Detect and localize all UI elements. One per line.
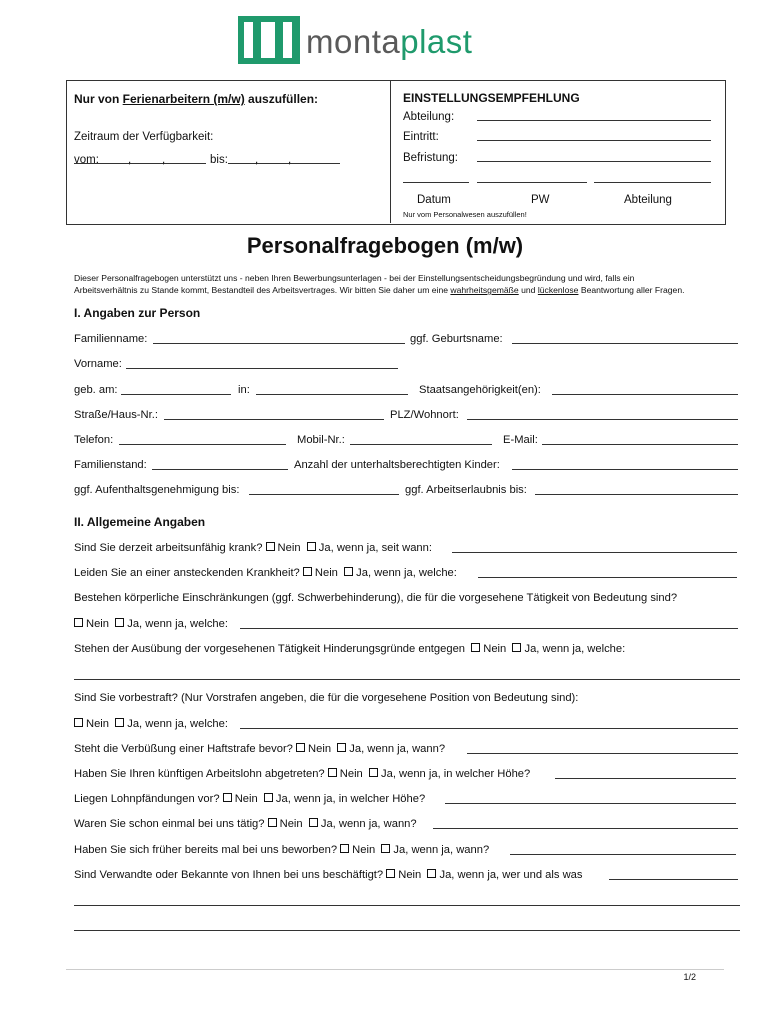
abteilung-label: Abteilung: [403, 111, 455, 123]
mobil-label: Mobil-Nr.: [297, 434, 345, 446]
in-label: in: [238, 384, 250, 396]
q7-row [74, 767, 530, 781]
q4-nein-label: Nein [483, 643, 507, 655]
befristung-field[interactable] [477, 161, 711, 162]
q11-nein-checkbox[interactable] [386, 869, 395, 878]
q3-text: Bestehen körperliche Einschränkungen (ggf. Schwerbehinderung), die für die vorgesehene Tätigkeit von Bedeutung sind? [74, 592, 678, 604]
q5-nein-checkbox[interactable] [74, 718, 83, 727]
einstellung-header: EINSTELLUNGSEMPFEHLUNG [403, 91, 580, 105]
q8-ja-label: Ja, wenn ja, in welcher Höhe? [275, 793, 426, 805]
q11-text: Sind Verwandte oder Bekannte von Ihnen bei uns beschäftigt? [74, 869, 384, 881]
section1-heading: I. Angaben zur Person [74, 306, 201, 320]
ferien-header-suffix: auszufüllen: [244, 92, 319, 106]
q4-text: Stehen der Ausübung der vorgesehenen Tätigkeit Hinderungsgründe entgegen [74, 643, 466, 655]
page-number: 1/2 [683, 972, 696, 982]
q1-ja-label: Ja, wenn ja, seit wann: [318, 542, 432, 554]
footer-rule [66, 969, 724, 970]
q9-text: Waren Sie schon einmal bei uns tätig? [74, 818, 265, 830]
q6-nein-label: Nein [308, 743, 332, 755]
ferien-header-underlined: Ferienarbeitern (m/w) [122, 92, 245, 106]
q6-field[interactable] [467, 753, 738, 754]
arbeitserlaubnis-field[interactable] [535, 494, 738, 495]
q2-field[interactable] [478, 577, 737, 578]
q6-row [74, 742, 445, 756]
eintritt-label: Eintritt: [403, 131, 439, 143]
q10-row [74, 843, 489, 857]
ferien-header-prefix: Nur von [74, 92, 123, 106]
familienstand-label: Familienstand: [74, 459, 147, 471]
vom-label: vom: [74, 154, 99, 166]
bis-field[interactable] [228, 163, 340, 164]
q11-nein-label: Nein [398, 869, 422, 881]
q3-field[interactable] [240, 628, 738, 629]
q2-text: Leiden Sie an einer ansteckenden Krankheit? [74, 567, 300, 579]
familienstand-field[interactable] [152, 469, 288, 470]
q6-ja-label: Ja, wenn ja, wann? [349, 743, 446, 755]
familienname-field[interactable] [153, 343, 405, 344]
q3-nein-label: Nein [86, 618, 110, 630]
q4-ja-checkbox[interactable] [512, 643, 521, 652]
q7-nein-label: Nein [339, 768, 363, 780]
q11-extra-line-2[interactable] [74, 930, 740, 931]
q4-nein-checkbox[interactable] [471, 643, 480, 652]
q1-ja-checkbox[interactable] [307, 542, 316, 551]
q7-text: Haben Sie Ihren künftigen Arbeitslohn abgetreten? [74, 768, 325, 780]
datum-field[interactable] [403, 182, 469, 183]
q6-ja-checkbox[interactable] [337, 743, 346, 752]
q7-nein-checkbox[interactable] [328, 768, 337, 777]
abteilung2-label: Abteilung [624, 194, 672, 206]
email-field[interactable] [542, 444, 738, 445]
q10-nein-checkbox[interactable] [340, 844, 349, 853]
zeitraum-label: Zeitraum der Verfügbarkeit: [74, 131, 214, 143]
page-title: Personalfragebogen (m/w) [246, 233, 524, 258]
aufenthalt-label: ggf. Aufenthaltsgenehmigung bis: [74, 484, 240, 496]
mobil-field[interactable] [350, 444, 492, 445]
kinder-field[interactable] [512, 469, 738, 470]
q8-nein-label: Nein [234, 793, 258, 805]
q9-ja-checkbox[interactable] [309, 818, 318, 827]
geburtsname-label: ggf. Geburtsname: [410, 333, 503, 345]
strasse-field[interactable] [164, 419, 384, 420]
q5-ja-label: Ja, wenn ja, welche: [127, 718, 228, 730]
q5-nein-label: Nein [86, 718, 110, 730]
staatsang-label: Staatsangehörigkeit(en): [419, 384, 541, 396]
top-box-divider [390, 80, 391, 223]
plz-field[interactable] [467, 419, 738, 420]
q8-row [74, 792, 425, 806]
q1-field[interactable] [452, 552, 737, 553]
q5-row [74, 717, 228, 731]
q10-ja-checkbox[interactable] [381, 844, 390, 853]
q7-ja-checkbox[interactable] [369, 768, 378, 777]
intro-text [74, 272, 734, 296]
strasse-label: Straße/Haus-Nr.: [74, 409, 158, 421]
q9-ja-label: Ja, wenn ja, wann? [320, 818, 417, 830]
in-field[interactable] [256, 394, 408, 395]
q11-ja-checkbox[interactable] [427, 869, 436, 878]
telefon-field[interactable] [119, 444, 286, 445]
q4-row [74, 642, 625, 656]
geburtsname-field[interactable] [512, 343, 738, 344]
q2-ja-checkbox[interactable] [344, 567, 353, 576]
q2-ja-label: Ja, wenn ja, welche: [356, 567, 457, 579]
pw-label: PW [531, 194, 550, 206]
logo-text-a: monta [306, 23, 401, 60]
staatsang-field[interactable] [552, 394, 738, 395]
q1-nein-label: Nein [277, 542, 301, 554]
vorname-label: Vorname: [74, 358, 122, 370]
q3-ja-label: Ja, wenn ja, welche: [127, 618, 228, 630]
familienname-label: Familienname: [74, 333, 148, 345]
abteilung2-field[interactable] [594, 182, 711, 183]
q5-text: Sind Sie vorbestraft? (Nur Vorstrafen angeben, die für die vorgesehene Position von Bedeutung sind): [74, 692, 579, 704]
date-sep: , [255, 154, 259, 166]
q7-ja-label: Ja, wenn ja, in welcher Höhe? [381, 768, 531, 780]
q8-nein-checkbox[interactable] [223, 793, 232, 802]
pw-field[interactable] [477, 182, 587, 183]
section2-heading: II. Allgemeine Angaben [74, 515, 206, 529]
q5-field[interactable] [240, 728, 738, 729]
q2-row [74, 566, 457, 580]
q4-ja-label: Ja, wenn ja, welche: [524, 643, 626, 655]
vorname-field[interactable] [126, 368, 398, 369]
q3-ja-checkbox[interactable] [115, 618, 124, 627]
geb-am-field[interactable] [121, 394, 231, 395]
q2-nein-label: Nein [314, 567, 338, 579]
vom-field[interactable] [74, 163, 206, 164]
datum-label: Datum [417, 194, 451, 206]
q3-nein-checkbox[interactable] [74, 618, 83, 627]
q11-row [74, 868, 583, 882]
q9-field[interactable] [433, 828, 738, 829]
aufenthalt-field[interactable] [249, 494, 399, 495]
date-sep: , [128, 154, 132, 166]
eintritt-field[interactable] [477, 140, 711, 141]
intro-line-2: Arbeitsverhältnis zu Stande kommt, Bestandteil des Arbeitsvertrages. Wir bitten Sie daher um eine wahrheitsgemäße und lückenlose Beantwortung aller Fragen. [74, 285, 685, 295]
q10-nein-label: Nein [352, 844, 376, 856]
personalwesen-note: Nur vom Personalwesen auszufüllen! [403, 210, 527, 219]
date-sep: , [162, 154, 166, 166]
logo-text-b: plast [400, 23, 473, 60]
q1-nein-checkbox[interactable] [266, 542, 275, 551]
logo-text [306, 22, 472, 62]
abteilung-field[interactable] [477, 120, 711, 121]
q10-field[interactable] [510, 854, 736, 855]
befristung-label: Befristung: [403, 152, 458, 164]
q11-field[interactable] [609, 879, 738, 880]
q1-text: Sind Sie derzeit arbeitsunfähig krank? [74, 542, 263, 554]
q4-field[interactable] [74, 679, 740, 680]
q3-row [74, 617, 228, 631]
q10-ja-label: Ja, wenn ja, wann? [393, 844, 490, 856]
q6-text: Steht die Verbüßung einer Haftstrafe bevor? [74, 743, 293, 755]
q10-text: Haben Sie sich früher bereits mal bei uns beworben? [74, 844, 338, 856]
date-sep: , [288, 154, 292, 166]
q11-ja-label: Ja, wenn ja, wer und als was [439, 869, 583, 881]
q8-field[interactable] [445, 803, 736, 804]
plz-label: PLZ/Wohnort: [390, 409, 459, 421]
q1-row [74, 541, 432, 555]
q5-ja-checkbox[interactable] [115, 718, 124, 727]
q2-nein-checkbox[interactable] [303, 567, 312, 576]
arbeitserlaubnis-label: ggf. Arbeitserlaubnis bis: [405, 484, 527, 496]
q7-field[interactable] [555, 778, 736, 779]
q9-nein-checkbox[interactable] [268, 818, 277, 827]
q8-ja-checkbox[interactable] [264, 793, 273, 802]
bis-label: bis: [210, 154, 228, 166]
telefon-label: Telefon: [74, 434, 114, 446]
q6-nein-checkbox[interactable] [296, 743, 305, 752]
q9-row [74, 817, 417, 831]
email-label: E-Mail: [503, 434, 538, 446]
ferien-header [74, 92, 318, 106]
q9-nein-label: Nein [279, 818, 303, 830]
logo-mark [238, 16, 300, 64]
q11-extra-line-1[interactable] [74, 905, 740, 906]
geb-am-label: geb. am: [74, 384, 118, 396]
kinder-label: Anzahl der unterhaltsberechtigten Kinder: [294, 459, 500, 471]
intro-line-1: Dieser Personalfragebogen unterstützt uns - neben Ihren Bewerbungsunterlagen - bei der Einstellungsentscheidungsbegründung und wird, falls ein [74, 273, 635, 283]
q8-text: Liegen Lohnpfändungen vor? [74, 793, 220, 805]
